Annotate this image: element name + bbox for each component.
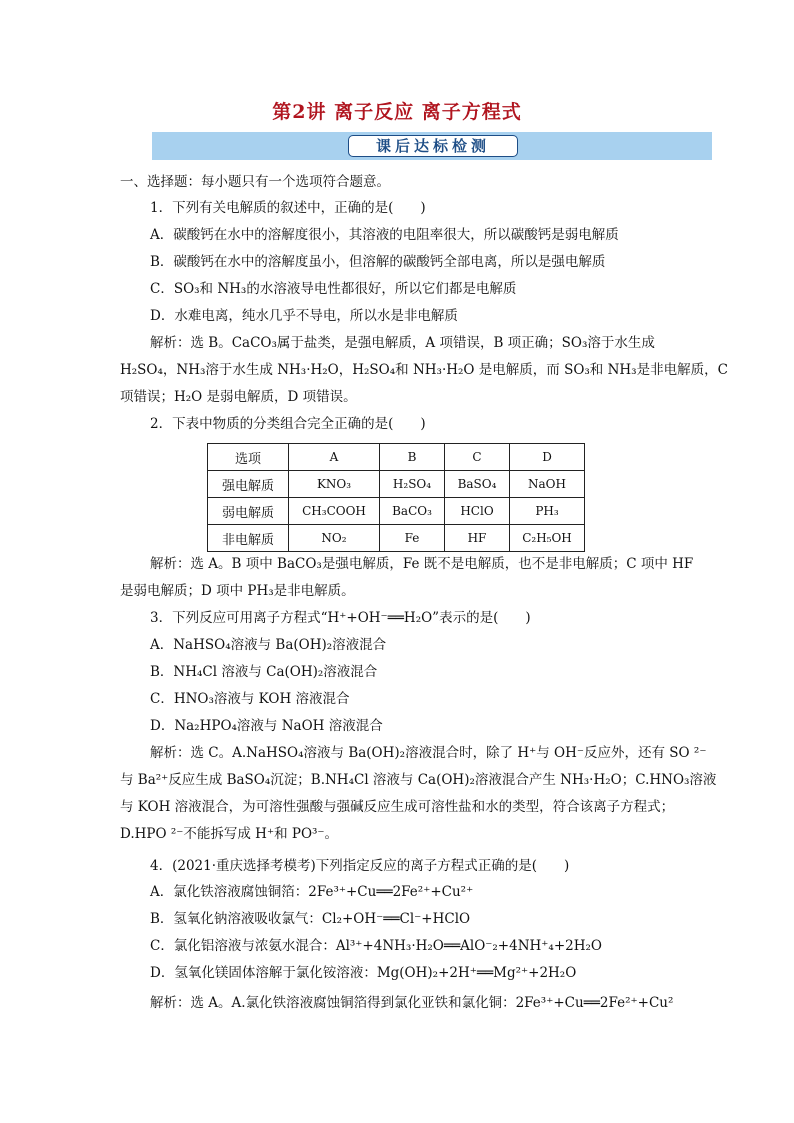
q4-option-b: B．氢氧化钠溶液吸收氯气：Cl₂+OH⁻══Cl⁻+HClO <box>150 911 471 927</box>
table-cell: BaCO₃ <box>380 498 445 525</box>
table-cell: HClO <box>445 498 510 525</box>
table-cell: BaSO₄ <box>445 471 510 498</box>
table-row <box>208 498 585 525</box>
table-cell: HF <box>445 525 510 552</box>
q4-option-d: D．氢氧化镁固体溶解于氯化铵溶液：Mg(OH)₂+2H⁺══Mg²⁺+2H₂O <box>150 965 577 981</box>
q3-option-d: D．Na₂HPO₄溶液与 NaOH 溶液混合 <box>150 718 383 734</box>
q1-stem: 1．下列有关电解质的叙述中，正确的是( ) <box>150 200 426 216</box>
q4-option-a: A．氯化铁溶液腐蚀铜箔：2Fe³⁺+Cu══2Fe²⁺+Cu²⁺ <box>150 884 474 900</box>
table-cell: C₂H₅OH <box>510 525 585 552</box>
q1-option-b: B．碳酸钙在水中的溶解度虽小，但溶解的碳酸钙全部电离，所以是强电解质 <box>150 254 606 270</box>
q4-stem: 4．(2021·重庆选择考模考)下列指定反应的离子方程式正确的是( ) <box>150 858 570 874</box>
table-cell: CH₃COOH <box>289 498 380 525</box>
q3-stem: 3．下列反应可用离子方程式“H⁺+OH⁻══H₂O”表示的是( ) <box>150 610 531 626</box>
table-row <box>208 525 585 552</box>
table-cell: NaOH <box>510 471 585 498</box>
table-cell: 非电解质 <box>208 525 289 552</box>
q4-analysis: 解析：选 A。A.氯化铁溶液腐蚀铜箔得到氯化亚铁和氯化铜：2Fe³⁺+Cu══2Fe²⁺+Cu² <box>150 995 674 1011</box>
table-row <box>208 471 585 498</box>
q1-analysis: 项错误；H₂O 是弱电解质，D 项错误。 <box>120 389 357 405</box>
q2-analysis: 解析：选 A。B 项中 BaCO₃是强电解质，Fe 既不是电解质，也不是非电解质；C 项中 HF <box>150 556 694 572</box>
q3-analysis: 解析：选 C。A.NaHSO₄溶液与 Ba(OH)₂溶液混合时，除了 H⁺与 OH⁻反应外，还有 SO ²⁻ <box>150 745 707 761</box>
section-header: 一、选择题：每小题只有一个选项符合题意。 <box>120 174 390 190</box>
table-cell: 弱电解质 <box>208 498 289 525</box>
q3-analysis: D.HPO ²⁻不能拆写成 H⁺和 PO³⁻。 <box>120 826 339 842</box>
table-cell: A <box>289 444 380 471</box>
classification-table <box>207 443 585 552</box>
q4-option-c: C．氯化铝溶液与浓氨水混合：Al³⁺+4NH₃·H₂O══AlO⁻₂+4NH⁺₄+2H₂O <box>150 938 602 954</box>
table-cell: PH₃ <box>510 498 585 525</box>
q1-option-d: D．水难电离，纯水几乎不导电，所以水是非电解质 <box>150 308 458 324</box>
q1-analysis: H₂SO₄，NH₃溶于水生成 NH₃·H₂O，H₂SO₄和 NH₃·H₂O 是电解质，而 SO₃和 NH₃是非电解质，C <box>120 362 728 378</box>
table-cell: 选项 <box>208 444 289 471</box>
q1-option-c: C．SO₃和 NH₃的水溶液导电性都很好，所以它们都是电解质 <box>150 281 517 297</box>
q3-option-a: A．NaHSO₄溶液与 Ba(OH)₂溶液混合 <box>150 637 387 653</box>
page-title: 第2讲 离子反应 离子方程式 <box>272 101 522 123</box>
q3-option-c: C．HNO₃溶液与 KOH 溶液混合 <box>150 691 350 707</box>
q3-analysis: 与 KOH 溶液混合，为可溶性强酸与强碱反应生成可溶性盐和水的类型，符合该离子方程式； <box>120 799 675 815</box>
q3-analysis: 与 Ba²⁺反应生成 BaSO₄沉淀；B.NH₄Cl 溶液与 Ca(OH)₂溶液混合产生 NH₃·H₂O；C.HNO₃溶液 <box>120 772 717 788</box>
table-cell: D <box>510 444 585 471</box>
q2-stem: 2．下表中物质的分类组合完全正确的是( ) <box>150 416 426 432</box>
q2-analysis: 是弱电解质；D 项中 PH₃是非电解质。 <box>120 583 355 599</box>
table-cell: 强电解质 <box>208 471 289 498</box>
table-header-row <box>208 444 585 471</box>
table-cell: Fe <box>380 525 445 552</box>
banner-label: 课后达标检测 <box>348 135 518 157</box>
q1-analysis: 解析：选 B。CaCO₃属于盐类，是强电解质，A 项错误，B 项正确；SO₃溶于水生成 <box>150 335 655 351</box>
table-cell: C <box>445 444 510 471</box>
table-cell: NO₂ <box>289 525 380 552</box>
table-cell: B <box>380 444 445 471</box>
q1-option-a: A．碳酸钙在水中的溶解度很小，其溶液的电阻率很大，所以碳酸钙是弱电解质 <box>150 227 619 243</box>
table-cell: H₂SO₄ <box>380 471 445 498</box>
table-cell: KNO₃ <box>289 471 380 498</box>
q3-option-b: B．NH₄Cl 溶液与 Ca(OH)₂溶液混合 <box>150 664 378 680</box>
